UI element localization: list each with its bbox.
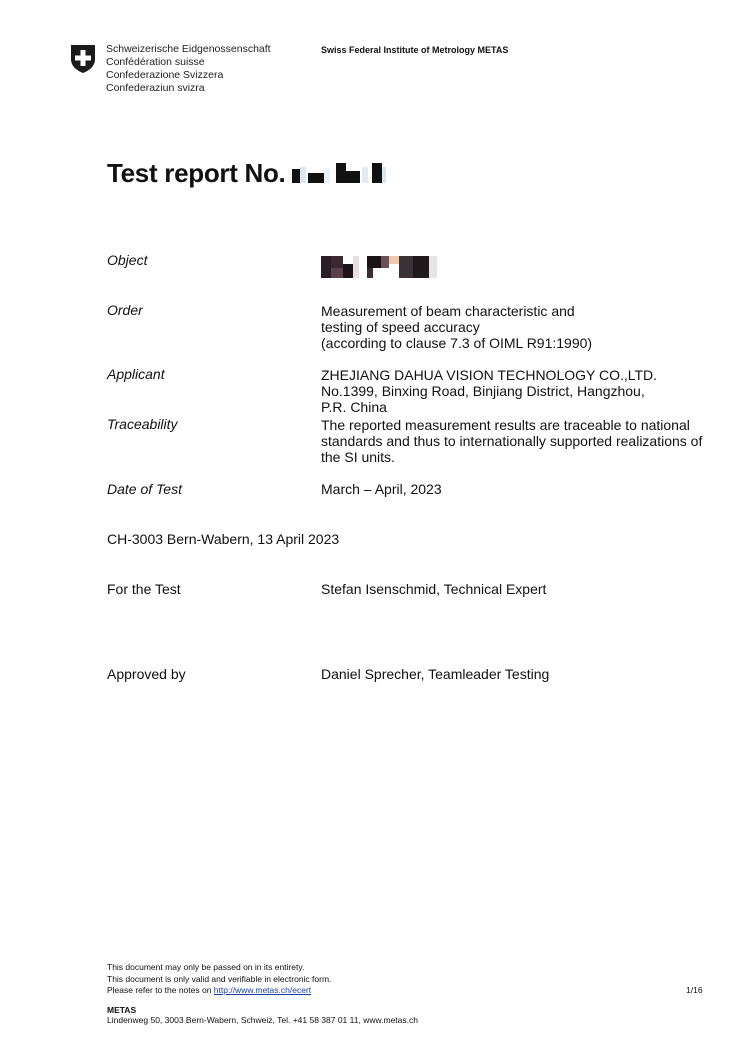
redacted-report-number: [290, 161, 420, 187]
footer-address: Lindenweg 50, 3003 Bern-Wabern, Schweiz, Tel. +41 58 387 01 11, www.metas.ch: [107, 1015, 418, 1025]
place-date: CH-3003 Bern-Wabern, 13 April 2023: [107, 531, 340, 547]
order-line: (according to clause 7.3 of OIML R91:1990): [321, 335, 593, 351]
order-line: Measurement of beam characteristic and: [321, 303, 575, 319]
order-label: Order: [107, 302, 143, 318]
applicant-line: P.R. China: [321, 399, 387, 415]
traceability-line: the SI units.: [321, 449, 395, 465]
confederation-line-fr: Confédération suisse: [106, 56, 205, 68]
applicant-line: ZHEJIANG DAHUA VISION TECHNOLOGY CO.,LTD.: [321, 367, 658, 383]
date-of-test-value: March – April, 2023: [321, 481, 442, 497]
report-title: Test report No.: [107, 158, 286, 188]
applicant-label: Applicant: [107, 366, 165, 382]
date-of-test-label: Date of Test: [107, 481, 182, 497]
note-line: This document may only be passed on in its entirety.: [107, 962, 305, 972]
page-number: 1/16: [686, 985, 703, 995]
ecert-link[interactable]: http://www.metas.ch/ecert: [213, 985, 312, 995]
order-line: testing of speed accuracy: [321, 319, 480, 335]
note-line: [107, 985, 331, 997]
for-the-test-label: For the Test: [107, 581, 181, 597]
confederation-line-it: Confederazione Svizzera: [106, 69, 224, 81]
traceability-value: [321, 417, 702, 465]
swiss-crest-icon: [69, 43, 97, 74]
confederation-name: [106, 43, 271, 95]
note-line: This document is only valid and verifiable in electronic form.: [107, 973, 332, 984]
confederation-line-de: Schweizerische Eidgenossenschaft: [106, 43, 271, 55]
object-label: Object: [107, 252, 148, 268]
traceability-line: The reported measurement results are traceable to national: [321, 417, 690, 433]
traceability-label: Traceability: [107, 416, 178, 432]
institute-name: Swiss Federal Institute of Metrology METAS: [321, 45, 509, 55]
document-notes: [107, 962, 331, 997]
tester-name: Stefan Isenschmid, Technical Expert: [321, 581, 547, 597]
applicant-line: No.1399, Binxing Road, Binjiang District, Hangzhou,: [321, 383, 645, 399]
approver-name: Daniel Sprecher, Teamleader Testing: [321, 666, 550, 682]
approved-by-label: Approved by: [107, 666, 186, 682]
confederation-line-rm: Confederaziun svizra: [106, 82, 205, 94]
redacted-object: [321, 254, 441, 278]
footer-org-name: METAS: [107, 1005, 137, 1015]
applicant-value: [321, 367, 657, 415]
traceability-line: standards and thus to internationally supported realizations of: [321, 433, 703, 449]
report-title-row: [107, 158, 420, 189]
note-prefix: Please refer to the notes on: [107, 985, 214, 995]
order-value: [321, 303, 592, 351]
